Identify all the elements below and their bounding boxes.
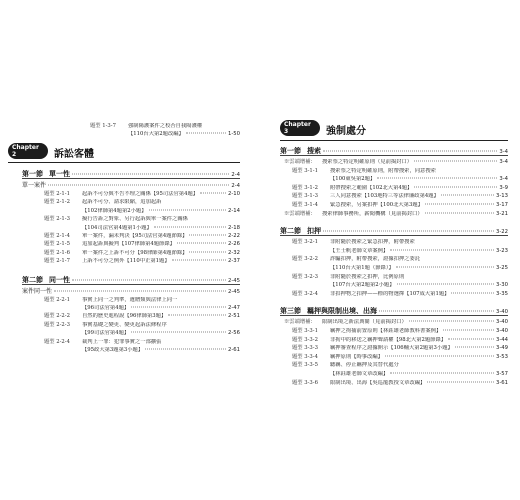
- entry-code: 題型 2-1-5: [44, 241, 70, 248]
- entry-title: 非附隨於搜索之扣押，比例原則: [330, 273, 405, 280]
- toc-entry: [44, 339, 240, 346]
- toc-entry: [292, 248, 508, 255]
- toc-entry: [44, 347, 240, 354]
- group-page: 2-4: [231, 183, 240, 189]
- leader-dots: [441, 195, 494, 196]
- leader-dots: [385, 355, 494, 356]
- entry-title: 裁判上一罪：犯罪事實之一部擴張: [82, 338, 162, 345]
- section-rule: [280, 235, 508, 236]
- entry-page: 3-21: [495, 210, 508, 217]
- entry-page: 3-35: [495, 290, 508, 297]
- toc-entry: [44, 297, 240, 304]
- entry-code: 題型 2-1-7: [44, 258, 70, 265]
- toc-entry: 題型 1-3-7 強制陽護案件之校否自我陽護權: [90, 123, 203, 129]
- leader-dots: [409, 321, 494, 322]
- entry-title: 搜索票之特定明確原則，附帶搜索，同意搜索: [330, 167, 436, 174]
- entry-page: 3-13: [495, 193, 508, 200]
- entry-code: 題型 3-3-5: [292, 362, 318, 369]
- toc-entry: [44, 305, 240, 312]
- entry-page: 2-37: [227, 258, 240, 265]
- toc-entry: [44, 216, 240, 223]
- leader-dots: [390, 249, 494, 250]
- toc-entry: [292, 371, 508, 378]
- entry-code: 題型 2-1-3: [44, 216, 70, 223]
- entry-page: 3-30: [495, 282, 508, 289]
- toc-entry: [44, 313, 240, 320]
- section-name: 單一性: [49, 169, 70, 178]
- toc-entry: [292, 380, 508, 387]
- section-page: 3-4: [499, 149, 508, 155]
- toc-entry: [292, 328, 508, 335]
- toc-entry: [292, 345, 508, 352]
- section-page: 2-4: [231, 172, 240, 178]
- section-page: 3-40: [495, 309, 508, 316]
- entry-title: 羈押審查程序之證據開示【106輔大第2題第3小題】: [330, 345, 453, 352]
- leader-dots: [200, 193, 226, 194]
- entry-title: 事實基礎之變更、變更起訴法條程序: [82, 321, 167, 328]
- group-heading: [22, 182, 240, 190]
- entry-page: 2-51: [227, 313, 240, 320]
- leader-dots: [54, 290, 226, 291]
- leader-dots: [145, 349, 226, 350]
- toc-entry: [292, 282, 508, 289]
- entry-code: 題型 3-1-2: [292, 184, 318, 191]
- entry-title: 【99司法官第4題】: [82, 330, 130, 337]
- entry-title: 搜索票之特定明確原則（見前揭封口）: [322, 159, 413, 165]
- entry-title: 【林鈺雄老師文章改編】: [330, 371, 389, 377]
- entry-page: 3-40: [495, 328, 508, 334]
- entry-code: ※雲端增補：: [284, 210, 316, 217]
- entry-code: 題型 3-3-3: [292, 345, 318, 352]
- section-label: 第一節: [280, 146, 301, 155]
- entry-title: 非扣押物之扣押——標的物選擇【107成大第1題】: [330, 290, 450, 297]
- leader-dots: [425, 212, 494, 213]
- right-page: [268, 0, 520, 500]
- section-name: 同一性: [49, 274, 70, 284]
- entry-page: 3-17: [495, 202, 508, 208]
- leader-dots: [323, 151, 497, 152]
- leader-dots: [189, 235, 226, 236]
- chapter-title: 訴訟客體: [54, 149, 94, 160]
- toc-entry: [44, 208, 240, 215]
- section-rule: [22, 284, 240, 285]
- leader-dots: [390, 373, 494, 374]
- group-heading: [22, 288, 240, 296]
- entry-title: 起訴不可分與不告不理之關係【95司法官第4題】: [82, 191, 199, 197]
- entry-title: 羈押原則【時事改編】: [330, 353, 383, 360]
- entry-page: 2-18: [227, 224, 240, 231]
- toc-entry: [292, 193, 508, 200]
- leader-dots: [189, 251, 226, 252]
- entry-title: 【107台大第2題第2小題】: [330, 282, 395, 289]
- toc-entry: [44, 322, 240, 329]
- entry-code: 題型 2-2-1: [44, 296, 70, 303]
- section-label: 第二節: [22, 274, 43, 284]
- entry-page: 2-26: [227, 241, 240, 248]
- entry-code: 題型 2-1-1: [44, 191, 70, 197]
- leader-dots: [154, 226, 226, 227]
- group-title: 案件同一性: [22, 287, 53, 295]
- leader-dots: [455, 347, 494, 348]
- entry-page: 3-40: [495, 319, 508, 326]
- entry-page: 3-53: [495, 353, 508, 360]
- chapter-title: 強制處分: [326, 126, 366, 137]
- entry-title: 羈押之拘捕前置原則【林鈺雄老師教科書案例】: [330, 328, 442, 334]
- entry-page: 3-49: [495, 345, 508, 352]
- entry-code: 題型 2-2-4: [44, 338, 70, 345]
- entry-title: 詐騙扣押，附帶搜索，證據扣押之委託: [330, 256, 421, 263]
- toc-entry: [44, 241, 240, 248]
- entry-code: 題型 3-1-1: [292, 167, 318, 174]
- entry-page: 3-9: [499, 184, 508, 191]
- entry-title: 緊急搜索，另案扣押【100北大第3題】: [330, 202, 423, 208]
- entry-page: 3-57: [495, 371, 508, 377]
- entry-title: 限制出境、出海【吳巡龍教授文章改編】: [330, 379, 426, 386]
- entry-code: 題型 3-1-3: [292, 193, 318, 200]
- section-name: 扣押: [307, 226, 321, 236]
- entry-code: 題型 3-2-3: [292, 273, 318, 280]
- leader-dots: [427, 381, 494, 382]
- toc-entry: [284, 159, 508, 166]
- entry-title: 擬行告訴之對象、另行起訴與單一案件之關係: [82, 216, 188, 223]
- entry-code: 題型 3-3-2: [292, 336, 318, 343]
- entry-title: 單一案件之上訴不可分【98律師第4題節錄】: [82, 249, 188, 256]
- section-page: 3-22: [495, 229, 508, 236]
- leader-dots: [396, 267, 494, 268]
- entry-code: ※雲端增補：: [284, 319, 316, 326]
- entry-page: 2-10: [227, 191, 240, 197]
- entry-page: 3-25: [495, 265, 508, 271]
- entry-code: 題型 2-1-2: [44, 199, 70, 206]
- leader-dots: [448, 338, 494, 339]
- section-label: 第三節: [280, 306, 301, 316]
- entry-title: 【100東吳第2題】: [330, 176, 376, 183]
- entry-code: 題型 3-2-1: [292, 239, 318, 246]
- leader-dots: [72, 174, 229, 175]
- leader-dots: [131, 307, 226, 308]
- toc-entry: [292, 256, 508, 263]
- section-name: 羈押與限制出境、出海: [307, 306, 377, 316]
- leader-dots: [48, 185, 229, 186]
- toc-entry: [284, 211, 508, 218]
- entry-code: 題型 3-1-4: [292, 202, 318, 208]
- toc-entry: [44, 250, 240, 257]
- entry-code: 題型 3-3-4: [292, 353, 318, 360]
- toc-entry: [292, 362, 508, 369]
- leader-dots: [168, 315, 226, 316]
- entry-title: 附帶搜索之範圍【102北大第4題】: [330, 184, 413, 191]
- entry-page: 3-4: [499, 159, 508, 165]
- entry-title: 限制出境之新法典簡（見前揭封口）: [322, 319, 407, 326]
- entry-page: 2-56: [227, 330, 240, 337]
- leader-dots: [377, 178, 497, 179]
- entry-title: 【102律師第4題第2小題】: [82, 207, 147, 214]
- toc-entry: [292, 337, 508, 344]
- entry-title: 【110台大第1題（節錄）】: [330, 265, 394, 271]
- entry-title: 單一案件，漏未判決【95司法官第4題節錄】: [82, 233, 188, 239]
- entry-code: ※雲端增補：: [284, 159, 316, 165]
- leader-dots: [397, 284, 494, 285]
- entry-page: 2-32: [227, 249, 240, 256]
- entry-code: 題型 3-3-1: [292, 328, 318, 334]
- section-rule: [280, 315, 508, 316]
- toc-entry: [292, 239, 508, 246]
- entry-title: 事實上同一之判準，遺贈類與法律上同一: [82, 296, 178, 303]
- entry-title: 起訴不可分、請求限縮，追加起訴: [82, 199, 162, 206]
- leader-dots: [72, 279, 226, 280]
- entry-title: 搜索律師事務所，薪聞機構（見前揭封口）: [322, 210, 423, 217]
- entry-page: 2-14: [227, 207, 240, 214]
- entry-title: 非拘中的移送之羈押聲請權【98北大第2題節錄】: [330, 336, 447, 343]
- section-label: 第二節: [280, 226, 301, 236]
- entry-title: 聽羈、停止羈押及其替代處分: [330, 362, 399, 369]
- entry-page: 2-61: [227, 347, 240, 353]
- entry-page: 3-4: [499, 176, 508, 183]
- section-rule: [280, 155, 508, 156]
- toc-entry: [292, 168, 508, 175]
- entry-code: 題型 2-2-2: [44, 313, 70, 320]
- toc-entry: [284, 319, 508, 326]
- toc-entry: [44, 258, 240, 265]
- section-rule: [22, 178, 240, 179]
- entry-code: 題型 2-1-4: [44, 233, 70, 239]
- chapter-rule: [8, 162, 240, 163]
- leader-dots: [443, 330, 494, 331]
- entry-title: 【96司法官第4題】: [82, 305, 130, 311]
- chapter-badge: Chapter 3: [280, 120, 320, 136]
- toc-entry: 【110台大第2題改編】 1-50: [128, 131, 240, 137]
- leader-dots: [177, 243, 226, 244]
- leader-dots: [149, 209, 226, 210]
- entry-page: 3-61: [495, 379, 508, 386]
- group-page: 2-45: [227, 288, 240, 295]
- entry-title: 【104司法官第4題第1小題】: [82, 224, 152, 231]
- toc-entry: [44, 199, 240, 206]
- section-label: 第一節: [22, 169, 43, 178]
- entry-code: 題型 2-1-6: [44, 249, 70, 256]
- group-title: 單一案件: [22, 182, 47, 189]
- entry-title: 非附隨於搜索之緊急扣押，附帶搜索: [330, 239, 415, 246]
- leader-dots: [451, 292, 494, 293]
- entry-code: 題型 2-2-3: [44, 321, 70, 328]
- toc-entry: [292, 354, 508, 361]
- leader-dots: [323, 231, 494, 232]
- toc-entry: [292, 185, 508, 192]
- section-name: 搜索: [307, 146, 321, 155]
- leader-dots: [131, 332, 226, 333]
- leader-dots: [425, 204, 494, 205]
- entry-page: 3-44: [495, 336, 508, 343]
- entry-title: 追加起訴與擬判【107律師第4題節錄】: [82, 241, 175, 248]
- toc-entry: [44, 191, 240, 198]
- leader-dots: [414, 186, 497, 187]
- entry-title: 三人同意搜索【103地特三等法律廉政第4題】: [330, 193, 439, 200]
- toc-entry: [292, 202, 508, 209]
- entry-page: 2-22: [227, 233, 240, 239]
- entry-title: 【王士帆老師文章案例】: [330, 247, 389, 254]
- toc-entry: [292, 176, 508, 183]
- entry-code: 題型 3-2-4: [292, 290, 318, 297]
- chapter-badge: Chapter 2: [8, 143, 48, 159]
- toc-entry: [44, 330, 240, 337]
- entry-title: 自然的歷史進程說【96律師第3題】: [82, 313, 167, 320]
- leader-dots: [414, 161, 497, 162]
- leader-dots: [172, 260, 226, 261]
- toc-entry: [44, 233, 240, 240]
- entry-title: 【95政大第3題第3小題】: [82, 347, 144, 353]
- entry-page: 2-47: [227, 305, 240, 311]
- toc-entry: [292, 274, 508, 281]
- toc-entry: [44, 225, 240, 232]
- section-page: 2-45: [227, 277, 240, 284]
- entry-code: 題型 3-2-2: [292, 256, 318, 263]
- chapter-rule: [280, 140, 508, 141]
- entry-page: 3-23: [495, 247, 508, 254]
- entry-title: 上訴不可分之例外【110中正第1題】: [82, 258, 170, 265]
- leader-dots: [379, 311, 494, 312]
- entry-code: 題型 3-3-6: [292, 379, 318, 386]
- toc-entry: [292, 265, 508, 272]
- toc-entry: [292, 291, 508, 298]
